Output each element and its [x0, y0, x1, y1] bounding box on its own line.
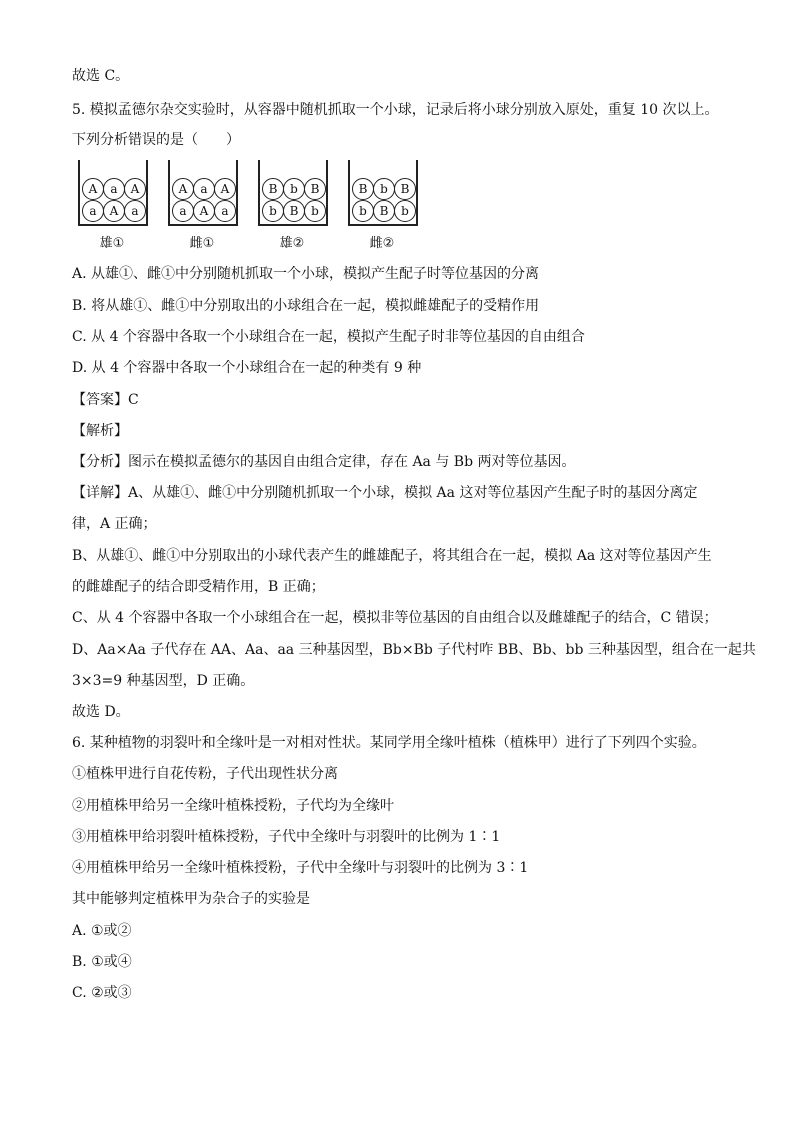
detail-line: 律，A 正确； [72, 516, 157, 532]
analysis-summary: 【分析】图示在模拟孟德尔的基因自由组合定律，存在 Aa 与 Bb 两对等位基因。 [72, 454, 576, 470]
detail-line: D、Aa×Aa 子代存在 AA、Aa、aa 三种基因型，Bb×Bb 子代村咋 BB、Bb、bb 三种基因型，组合在一起共 [72, 642, 756, 658]
question-6-prompt: 其中能够判定植株甲为杂合子的实验是 [72, 891, 310, 907]
ball: A [82, 178, 104, 200]
experiment-3: ③用植株甲给羽裂叶植株授粉，子代中全缘叶与羽裂叶的比例为 1∶1 [72, 829, 501, 845]
jar-label: 雄① [99, 236, 125, 251]
ball: A [214, 178, 236, 200]
ball: b [394, 200, 416, 222]
detail-line: C、从 4 个容器中各取一个小球组合在一起，模拟非等位基因的自由组合以及雌雄配子的结合，C 错误； [72, 610, 718, 626]
jar-label: 雌① [189, 236, 215, 251]
ball: B [283, 200, 305, 222]
ball: b [352, 200, 374, 222]
detail-line: 【详解】A、从雄①、雌①中分别随机抓取一个小球，模拟 Aa 这对等位基因产生配子时的基因分离定 [72, 485, 698, 501]
experiment-2: ②用植株甲给另一全缘叶植株授粉，子代均为全缘叶 [72, 798, 394, 814]
option-d: D. 从 4 个容器中各取一个小球组合在一起的种类有 9 种 [72, 360, 422, 376]
ball-containers-figure [72, 160, 432, 260]
container-jar [168, 160, 238, 226]
container-jar [78, 160, 148, 226]
question-5-stem: 5. 模拟孟德尔杂交实验时，从容器中随机抓取一个小球，记录后将小球分别放入原处，重复 10 次以上。 [72, 102, 719, 118]
option-a: A. 从雄①、雌①中分别随机抓取一个小球，模拟产生配子时等位基因的分离 [72, 266, 540, 282]
ball: b [262, 200, 284, 222]
detail-line: B、从雄①、雌①中分别取出的小球代表产生的雌雄配子，将其组合在一起，模拟 Aa 这对等位基因产生 [72, 548, 712, 564]
container-jar [348, 160, 418, 226]
ball: a [193, 178, 215, 200]
analysis-heading: 【解析】 [72, 423, 128, 439]
ball: A [103, 200, 125, 222]
ball: B [352, 178, 374, 200]
jar-label: 雄② [279, 236, 305, 251]
ball: B [304, 178, 326, 200]
ball: a [82, 200, 104, 222]
option-b: B. 将从雄①、雌①中分别取出的小球组合在一起，模拟雌雄配子的受精作用 [72, 298, 540, 314]
text-line: 故选 D。 [72, 704, 130, 720]
ball: a [214, 200, 236, 222]
detail-line: 的雌雄配子的结合即受精作用，B 正确； [72, 579, 325, 595]
question-5-stem-cont: 下列分析错误的是（ ） [72, 132, 240, 148]
ball: b [304, 200, 326, 222]
experiment-4: ④用植株甲给另一全缘叶植株授粉，子代中全缘叶与羽裂叶的比例为 3∶1 [72, 860, 529, 876]
ball: A [172, 178, 194, 200]
detail-line: 3×3=9 种基因型，D 正确。 [72, 673, 255, 689]
ball: a [124, 200, 146, 222]
q6-option-a: A. ①或② [72, 923, 132, 939]
ball: a [103, 178, 125, 200]
ball: b [373, 178, 395, 200]
ball: B [394, 178, 416, 200]
q6-option-c: C. ②或③ [72, 985, 132, 1001]
question-6-stem: 6. 某种植物的羽裂叶和全缘叶是一对相对性状。某同学用全缘叶植株（植株甲）进行了下列四个实验。 [72, 735, 706, 751]
ball: B [373, 200, 395, 222]
text-line: 故选 C。 [72, 68, 130, 84]
ball: A [193, 200, 215, 222]
container-jar [258, 160, 328, 226]
option-c: C. 从 4 个容器中各取一个小球组合在一起，模拟产生配子时非等位基因的自由组合 [72, 329, 585, 345]
jar-label: 雌② [369, 236, 395, 251]
ball: a [172, 200, 194, 222]
answer-line: 【答案】C [72, 392, 139, 408]
ball: A [124, 178, 146, 200]
ball: b [283, 178, 305, 200]
q6-option-b: B. ①或④ [72, 954, 132, 970]
ball: B [262, 178, 284, 200]
experiment-1: ①植株甲进行自花传粉，子代出现性状分离 [72, 766, 338, 782]
